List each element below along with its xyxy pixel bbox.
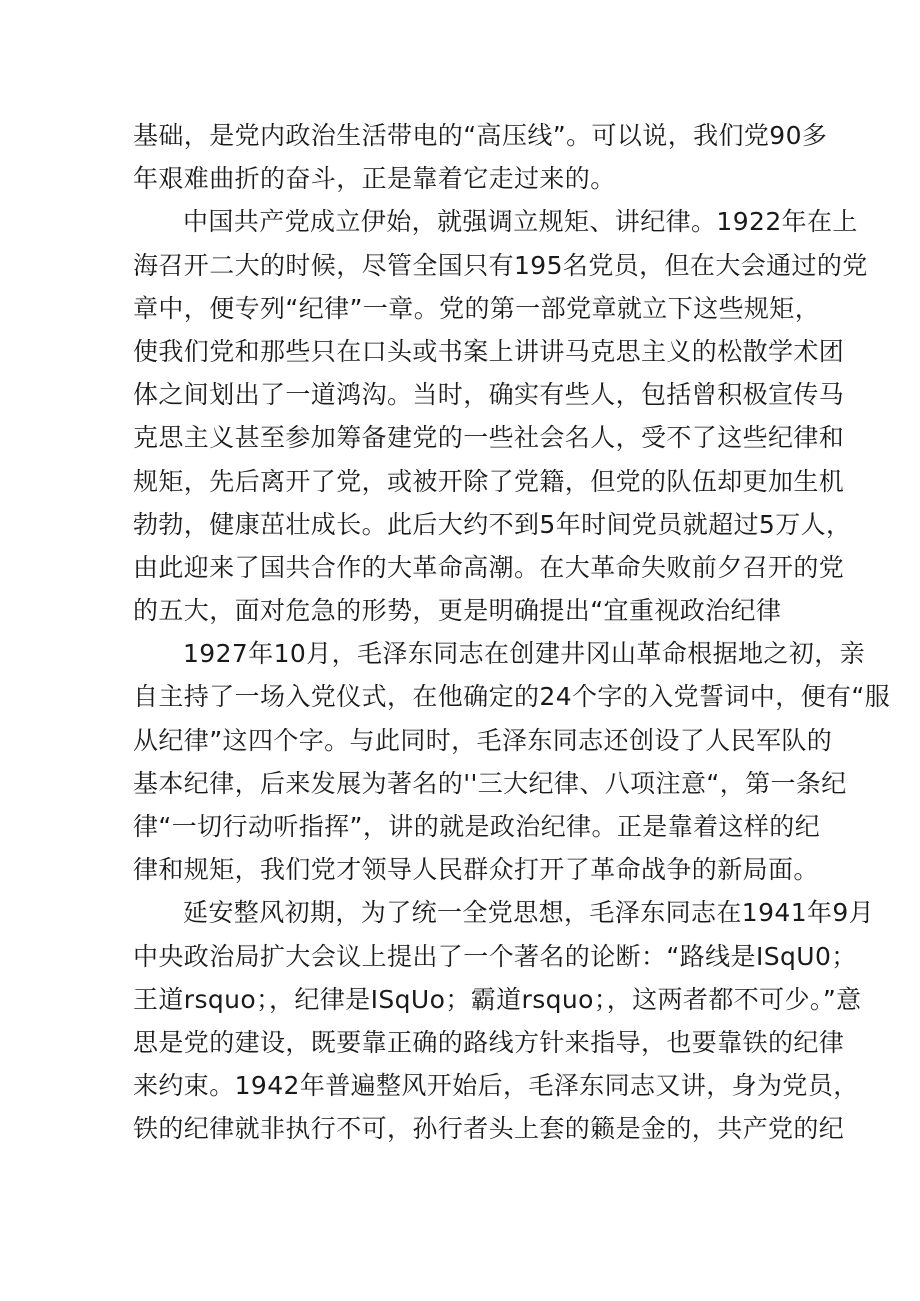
text-line: 章中，便专列“纪律”一章。党的第一部党章就立下这些规矩， — [133, 293, 821, 323]
text-line: 的五大，面对危急的形势，更是明确提出“宜重视政治纪律 — [133, 596, 782, 626]
text-line: 1927年10月，毛泽东同志在创建井冈山革命根据地之初，亲 — [183, 639, 866, 669]
text-line: 延安整风初期，为了统一全党思想，毛泽东同志在1941年9月 — [183, 898, 875, 928]
text-line: 克思主义甚至参加筹备建党的一些社会名人，受不了这些纪律和 — [133, 423, 845, 453]
text-line: 自主持了一场入党仪式，在他确定的24个字的入党誓词中，便有“服 — [133, 682, 891, 712]
text-line: 王道rsquo；，纪律是ISqUo；霸道rsquo；，这两者都不可少。”意 — [133, 984, 862, 1014]
document-body — [133, 114, 891, 1151]
text-line: 由此迎来了国共合作的大革命高潮。在大革命失败前夕召开的党 — [133, 552, 845, 582]
text-line: 基础，是党内政治生活带电的“高压线”。可以说，我们党90多 — [133, 121, 828, 150]
text-line: 思是党的建设，既要靠正确的路线方针来指导，也要靠铁的纪律 — [133, 1027, 845, 1057]
text-line: 中国共产党成立伊始，就强调立规矩、讲纪律。1922年在上 — [183, 207, 858, 237]
text-line: 勃勃，健康茁壮成长。此后大约不到5年时间党员就超过5万人， — [133, 509, 852, 539]
text-line: 铁的纪律就非执行不可，孙行者头上套的籁是金的，共产党的纪 — [133, 1114, 845, 1144]
text-line: 海召开二大的时候，尽管全国只有195名党员，但在大会通过的党 — [133, 250, 868, 280]
paragraph — [133, 200, 868, 632]
text-line: 律“一切行动听指挥”，讲的就是政治纪律。正是靠着这样的纪 — [133, 812, 821, 841]
text-line: 从纪律”这四个字。与此同时，毛泽东同志还创设了人民军队的 — [133, 725, 833, 755]
text-line: 律和规矩，我们党才领导人民群众打开了革命战争的新局面。 — [133, 855, 819, 885]
paragraph — [133, 114, 828, 200]
paragraph — [133, 891, 875, 1150]
text-line: 年艰难曲折的奋斗，正是靠着它走过来的。 — [133, 164, 616, 194]
text-line: 使我们党和那些只在口头或书案上讲讲马克思主义的松散学术团 — [133, 336, 845, 366]
text-line: 规矩，先后离开了党，或被开除了党籍，但党的队伍却更加生机 — [133, 466, 845, 496]
text-line: 体之间划出了一道鸿沟。当时，确实有些人，包括曾积极宣传马 — [133, 380, 845, 410]
text-line: 基本纪律，后来发展为著名的''三大纪律、八项注意“，第一条纪 — [133, 768, 847, 798]
text-line: 来约束。1942年普遍整风开始后，毛泽东同志又讲，身为党员， — [133, 1071, 859, 1101]
paragraph — [133, 632, 891, 891]
text-line: 中央政治局扩大会议上提出了一个著名的论断：“路线是ISqU0； — [133, 941, 857, 971]
